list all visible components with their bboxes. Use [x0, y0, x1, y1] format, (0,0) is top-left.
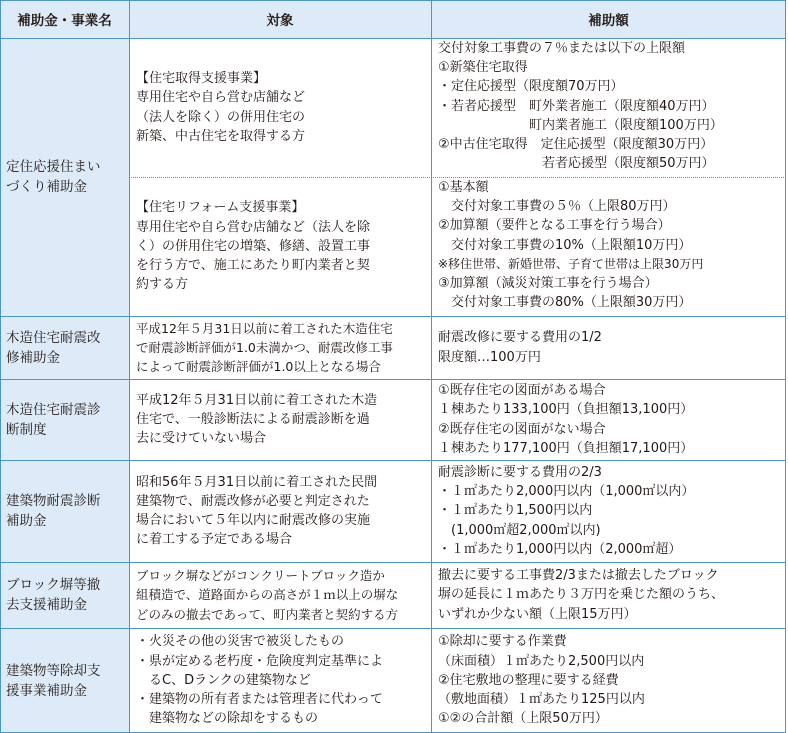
- target-line: 建築物などの除却をするもの: [136, 711, 319, 727]
- amount-line: 交付対象工事費の７％または以下の上限額: [438, 41, 686, 56]
- target-demolition: [129, 628, 431, 733]
- header-name-label: 補助金・事業名: [17, 13, 112, 29]
- target-line: 約する方: [136, 277, 189, 293]
- target-line: く）の併用住宅の増築、修繕、設置工事: [136, 238, 371, 254]
- amount-line: ①②の合計額（上限50万円）: [438, 711, 608, 727]
- amount-line: ②既存住宅の図面がない場合: [438, 421, 606, 437]
- header-target: [129, 0, 431, 38]
- target-line: 専用住宅や自ら営む店舗など: [136, 90, 306, 106]
- amount-line: ①除却に要する作業費: [438, 634, 567, 650]
- grid-line-top: [0, 0, 786, 1]
- target-house-acquisition: [129, 38, 431, 177]
- amount-line: 撤去に要する工事費2/3または撤去したブロック: [438, 568, 719, 584]
- amount-line: ②住宅敷地の整理に要する経費: [438, 672, 619, 688]
- row-name-building-diagnosis: [0, 460, 129, 562]
- target-line: ・建築物の所有者または管理者に代わって: [136, 692, 383, 708]
- target-line: を行う方で、施工にあたり町内業者と契: [136, 258, 370, 274]
- name-line: 木造住宅耐震改: [6, 329, 101, 346]
- amount-line: ③加算額（減災対策工事を行う場合）: [438, 276, 658, 292]
- grid-line-row: [0, 460, 786, 461]
- grid-line-row: [0, 379, 786, 380]
- name-line: 建築物等除却支: [6, 662, 101, 679]
- grid-line-sub-divider: [129, 177, 786, 178]
- grid-line-row: [0, 316, 786, 317]
- amount-line: ・定住応援型（限度額70万円）: [438, 79, 624, 95]
- name-line: 定住応援住まい: [6, 159, 101, 175]
- amount-line: 交付対象工事費の80%（上限額30万円）: [438, 295, 692, 311]
- amount-line: 耐震診断に要する費用の2/3: [438, 464, 602, 480]
- amount-line: ・１㎡あたり1,000円以内（2,000㎡超）: [438, 541, 682, 557]
- name-line: づくり補助金: [6, 179, 87, 195]
- target-line: 【住宅リフォーム支援事業】: [136, 200, 305, 216]
- amount-line: 耐震改修に要する費用の1/2: [438, 330, 602, 346]
- amount-line: ①既存住宅の図面がある場合: [438, 383, 606, 399]
- grid-line-col: [129, 0, 130, 733]
- target-line: 【住宅取得支援事業】: [136, 71, 267, 87]
- amount-line: 交付対象工事費の５％（上限80万円）: [438, 199, 676, 215]
- amount-demolition: [431, 628, 786, 733]
- target-line: るC、Dランクの建築物など: [136, 672, 311, 688]
- amount-line: ・若者応援型 町外業者施工（限度額40万円）: [438, 98, 715, 114]
- target-line: ・県が定める老朽度・危険度判定基準によ: [136, 653, 384, 669]
- amount-line: (1,000㎡超2,000㎡以内): [438, 522, 601, 538]
- amount-line: ①新築住宅取得: [438, 60, 528, 76]
- target-line: 平成12年５月31日以前に着工された木造住宅: [136, 320, 393, 336]
- target-line: 場合において５年以内に耐震改修の実施: [136, 513, 371, 528]
- amount-wood-retrofit: [431, 316, 786, 379]
- target-line: 組積造で、道路面からの高さが１ｍ以上の塀な: [136, 587, 399, 603]
- target-line: 住宅で、一般診断法による耐震診断を過: [136, 411, 370, 427]
- target-line: で耐震診断評価が1.0未満かつ、耐震改修工事: [136, 339, 393, 355]
- amount-line: ②加算額（要件となる工事を行う場合）: [438, 218, 671, 234]
- row-name-teijuu: [0, 38, 129, 316]
- amount-line: 若者応援型（限度額50万円）: [438, 156, 715, 172]
- row-name-wood-diagnosis: [0, 379, 129, 460]
- name-line: 木造住宅耐震診: [6, 401, 101, 418]
- amount-line: ・１㎡あたり2,000円以内（1,000㎡以内）: [438, 484, 695, 500]
- target-block-wall: [129, 562, 431, 628]
- row-name-wood-retrofit: [0, 316, 129, 379]
- amount-house-reform: [431, 177, 786, 316]
- grid-line-left: [0, 0, 1, 733]
- amount-line: ②中古住宅取得 定住応援型（限度額30万円）: [438, 137, 714, 153]
- header-amount: [431, 0, 786, 38]
- target-line: によって耐震診断評価が1.0以上となる場合: [136, 359, 381, 375]
- target-line: に着工する予定である場合: [136, 532, 293, 548]
- target-line: どのみの撤去であって、町内業者と契約する方: [136, 606, 399, 622]
- name-line: 建築物耐震診断: [6, 493, 101, 509]
- amount-line: いずれか少ない額（上限15万円）: [438, 606, 637, 622]
- target-line: ・火災その他の災害で被災したもの: [136, 634, 345, 650]
- header-name: [0, 0, 129, 38]
- name-line: 修補助金: [6, 349, 60, 366]
- target-line: 新築、中古住宅を取得する方: [136, 128, 306, 144]
- amount-line: ・１㎡あたり1,500円以内: [438, 503, 593, 519]
- target-wood-retrofit: [129, 316, 431, 379]
- amount-wood-diagnosis: [431, 379, 786, 460]
- grid-line-col: [431, 0, 432, 733]
- amount-line: 町内業者施工（限度額100万円）: [438, 117, 723, 133]
- target-line: 去に受けていない場合: [136, 431, 267, 447]
- amount-block-wall: [431, 562, 786, 628]
- target-line: 昭和56年５月31日以前に着工された民間: [136, 474, 378, 490]
- row-name-block-wall: [0, 562, 129, 628]
- amount-building-diagnosis: [431, 460, 786, 562]
- name-line: ブロック塀等撤: [6, 577, 101, 593]
- target-building-diagnosis: [129, 460, 431, 562]
- target-line: 建築物で、耐震改修が必要と判定された: [136, 493, 370, 509]
- amount-line: 交付対象工事費の10%（上限額10万円）: [438, 237, 692, 253]
- amount-line: 限度額…100万円: [438, 349, 541, 365]
- grid-line-right: [785, 0, 786, 733]
- name-line: 断制度: [6, 421, 47, 438]
- header-amount-label: 補助額: [588, 13, 629, 29]
- amount-line: ①基本額: [438, 180, 489, 195]
- target-line: 専用住宅や自ら営む店舗など（法人を除: [136, 219, 371, 235]
- row-name-demolition: [0, 628, 129, 733]
- amount-house-acquisition: [431, 38, 786, 177]
- amount-line: １棟あたり133,100円（負担額13,100円）: [438, 402, 694, 418]
- target-wood-diagnosis: [129, 379, 431, 460]
- header-target-label: 対象: [266, 13, 294, 29]
- amount-line: （床面積）１㎡あたり2,500円以内: [438, 653, 645, 669]
- target-line: （法人を除く）の併用住宅の: [136, 109, 306, 125]
- target-house-reform: [129, 177, 431, 316]
- name-line: 去支援補助金: [6, 597, 87, 613]
- amount-line: 塀の延長に１ｍあたり３万円を乗じた額のうち、: [438, 587, 725, 603]
- amount-line: ※移住世帯、新婚世帯、子育て世帯は上限30万円: [438, 256, 704, 271]
- amount-line: １棟あたり177,100円（負担額17,100円）: [438, 440, 694, 456]
- target-line: 平成12年５月31日以前に着工された木造: [136, 392, 378, 408]
- amount-line: （敷地面積）１㎡あたり125円以内: [438, 692, 645, 708]
- grid-line-row: [0, 562, 786, 563]
- name-line: 補助金: [6, 513, 47, 529]
- name-line: 援事業補助金: [6, 682, 87, 699]
- target-line: ブロック塀などがコンクリートブロック造か: [136, 568, 385, 584]
- grid-line-row: [0, 628, 786, 629]
- grid-line-header: [0, 38, 786, 39]
